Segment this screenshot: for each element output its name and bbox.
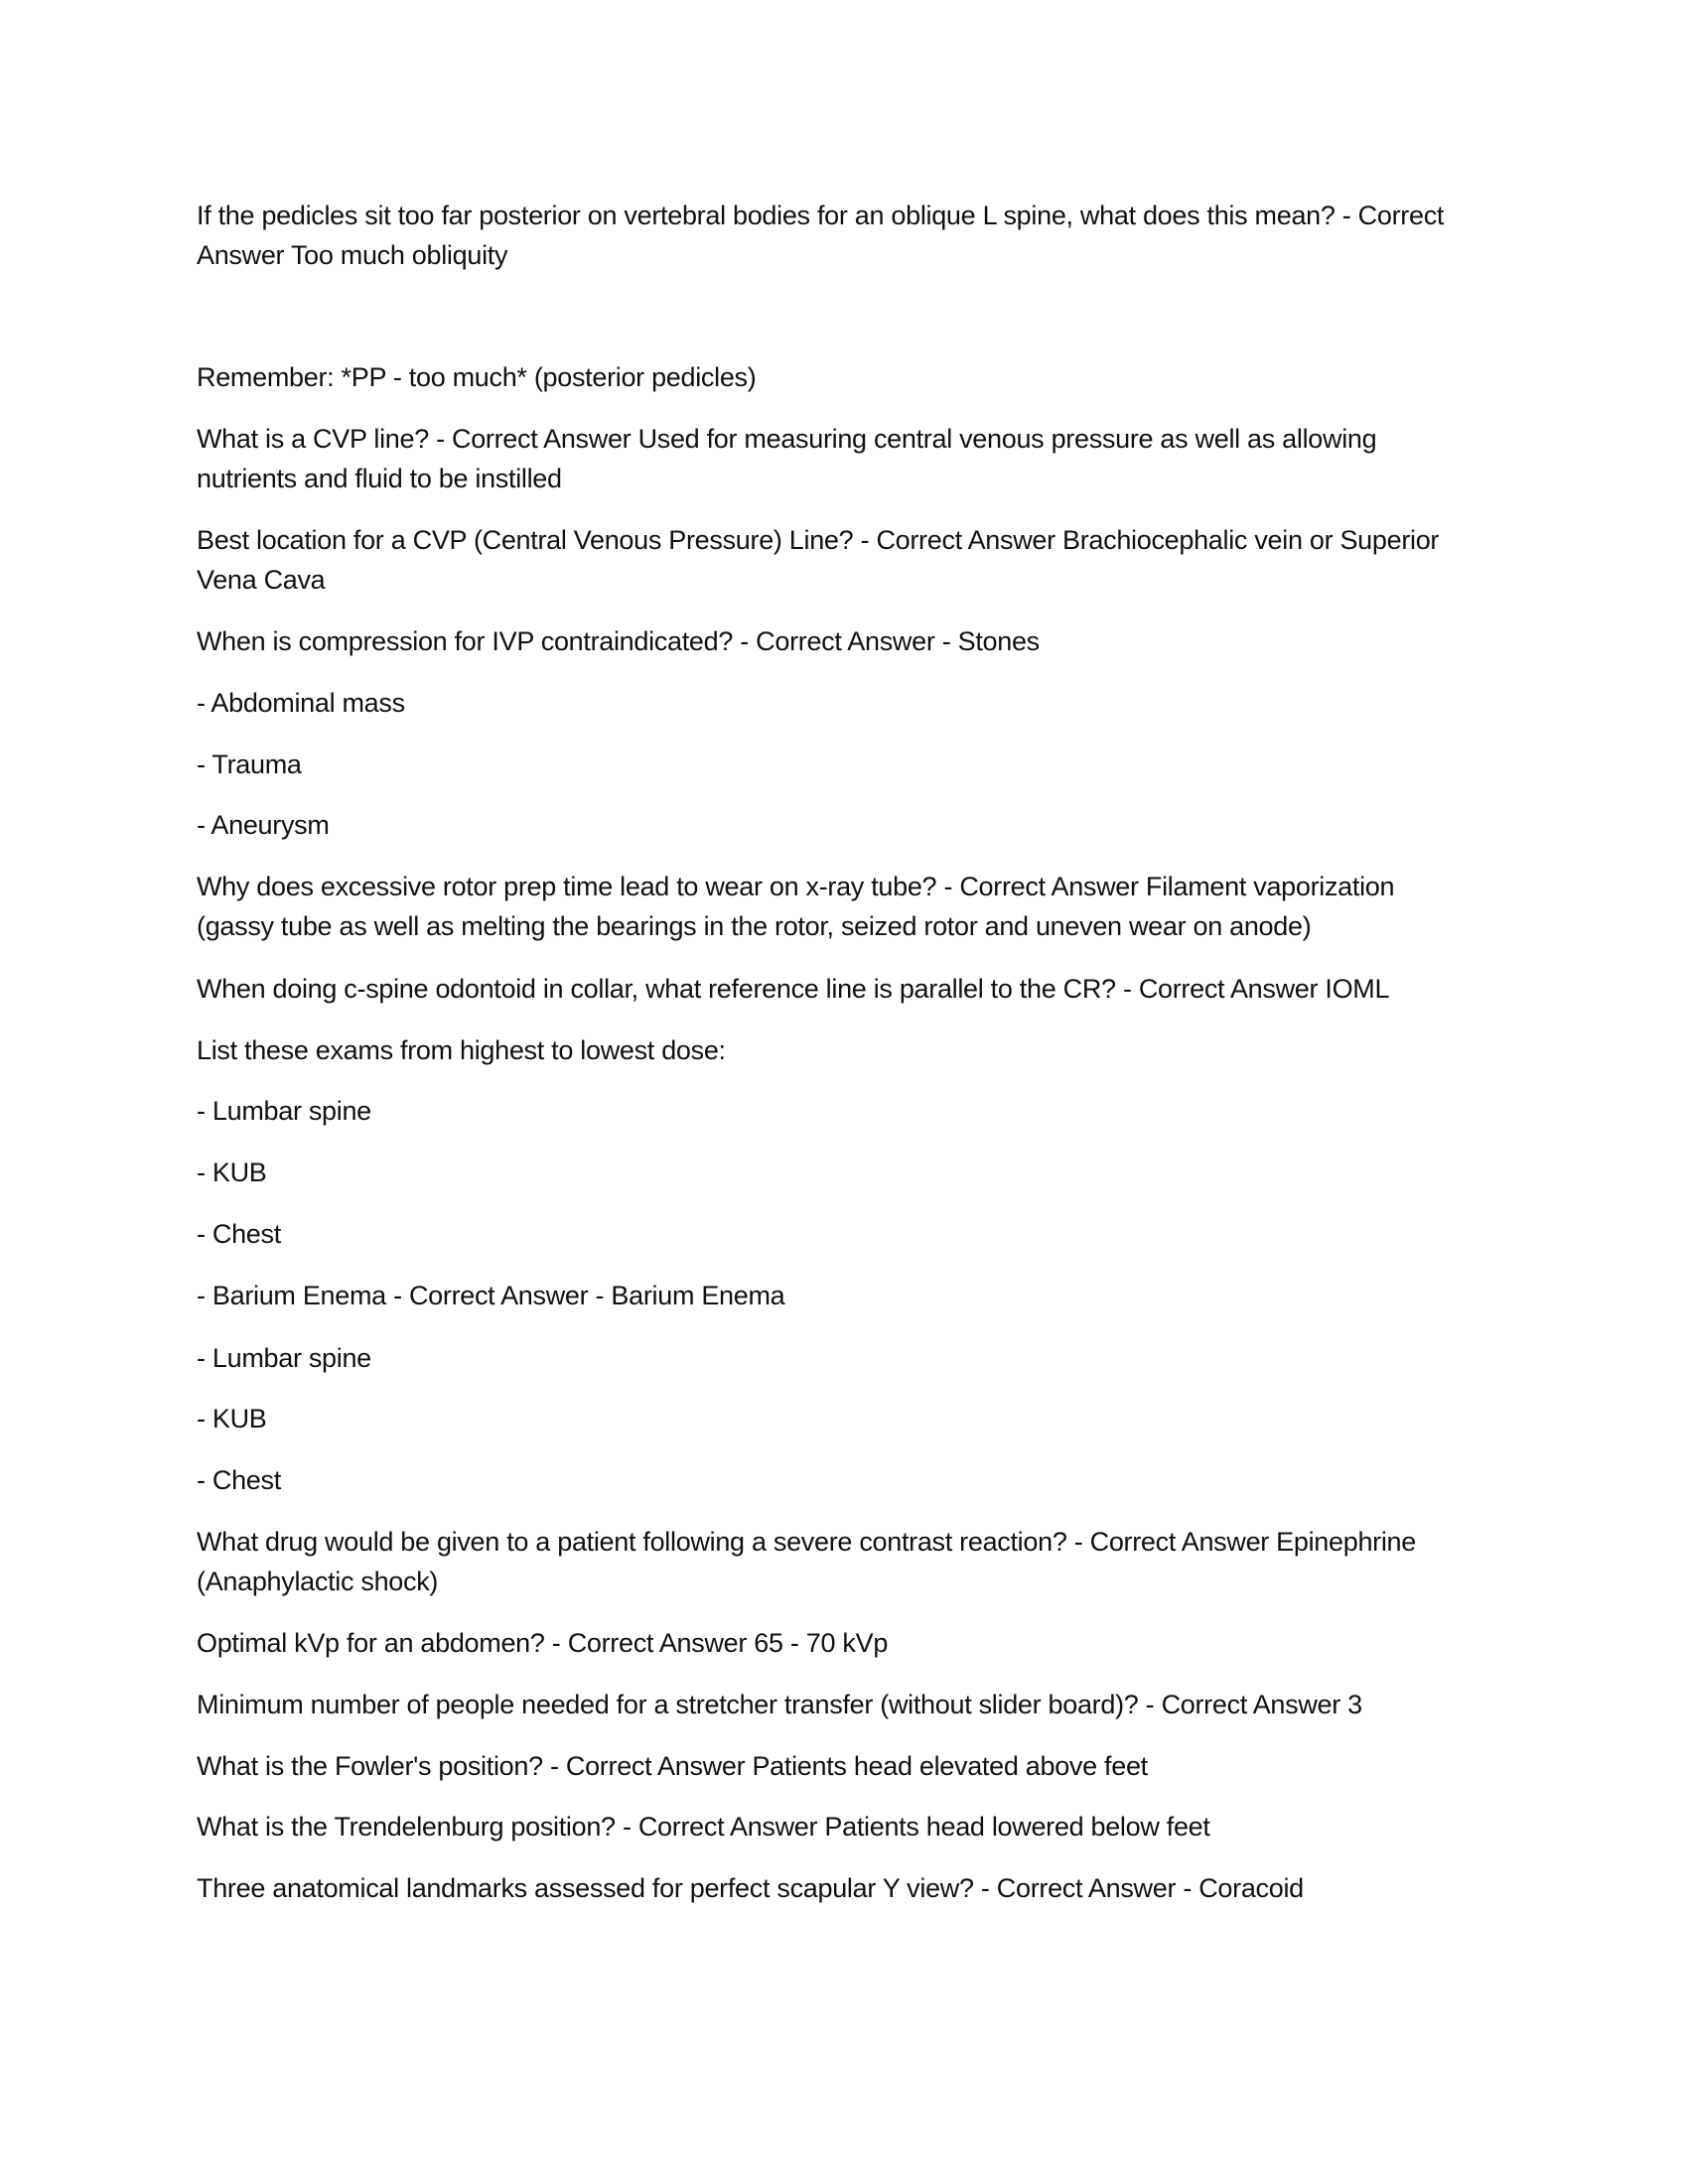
qa-contrast-reaction: What drug would be given to a patient following a severe contrast reaction? - Correct Answer Epinephrine (Anaphylactic shock) — [197, 1527, 1416, 1596]
list-item: - Barium Enema - Correct Answer - Barium Enema — [197, 1281, 785, 1310]
qa-stretcher-transfer: Minimum number of people needed for a stretcher transfer (without slider board)? - Correct Answer 3 — [197, 1690, 1362, 1719]
list-item: - Abdominal mass — [197, 688, 405, 718]
list-item: - Chest — [197, 1465, 281, 1495]
qa-fowlers-position: What is the Fowler's position? - Correct Answer Patients head elevated above feet — [197, 1751, 1148, 1781]
mnemonic-remember: Remember: *PP - too much* (posterior pedicles) — [197, 362, 757, 392]
list-item: - KUB — [197, 1404, 267, 1433]
list-item: - Aneurysm — [197, 810, 330, 840]
list-item: - Chest — [197, 1219, 281, 1249]
list-item: - KUB — [197, 1158, 267, 1187]
qa-dose-order-question: List these exams from highest to lowest dose: — [197, 1035, 726, 1065]
qa-cvp-line: What is a CVP line? - Correct Answer Used for measuring central venous pressure as well as allowing nutrients and fluid to be instilled — [197, 424, 1377, 493]
qa-pedicles: If the pedicles sit too far posterior on vertebral bodies for an oblique L spine, what does this mean? - Correct Answer Too much obliquity — [197, 201, 1445, 270]
qa-odontoid-collar: When doing c-spine odontoid in collar, what reference line is parallel to the CR? - Correct Answer IOML — [197, 974, 1390, 1004]
qa-cvp-location: Best location for a CVP (Central Venous Pressure) Line? - Correct Answer Brachiocephalic vein or Superior Vena Cava — [197, 525, 1440, 595]
qa-trendelenburg-position: What is the Trendelenburg position? - Correct Answer Patients head lowered below feet — [197, 1812, 1210, 1842]
list-item: - Lumbar spine — [197, 1096, 371, 1126]
list-item: - Trauma — [197, 750, 302, 779]
qa-scapular-y: Three anatomical landmarks assessed for perfect scapular Y view? - Correct Answer - Coracoid — [197, 1873, 1304, 1903]
qa-rotor-prep: Why does excessive rotor prep time lead to wear on x-ray tube? - Correct Answer Filament vaporization (gassy tube as well as melting the bearings in the rotor, seized rotor and uneven wear on anode) — [197, 872, 1395, 941]
list-item: - Lumbar spine — [197, 1343, 371, 1373]
qa-ivp-compression: When is compression for IVP contraindicated? - Correct Answer - Stones — [197, 626, 1040, 656]
qa-abdomen-kvp: Optimal kVp for an abdomen? - Correct Answer 65 - 70 kVp — [197, 1628, 889, 1658]
